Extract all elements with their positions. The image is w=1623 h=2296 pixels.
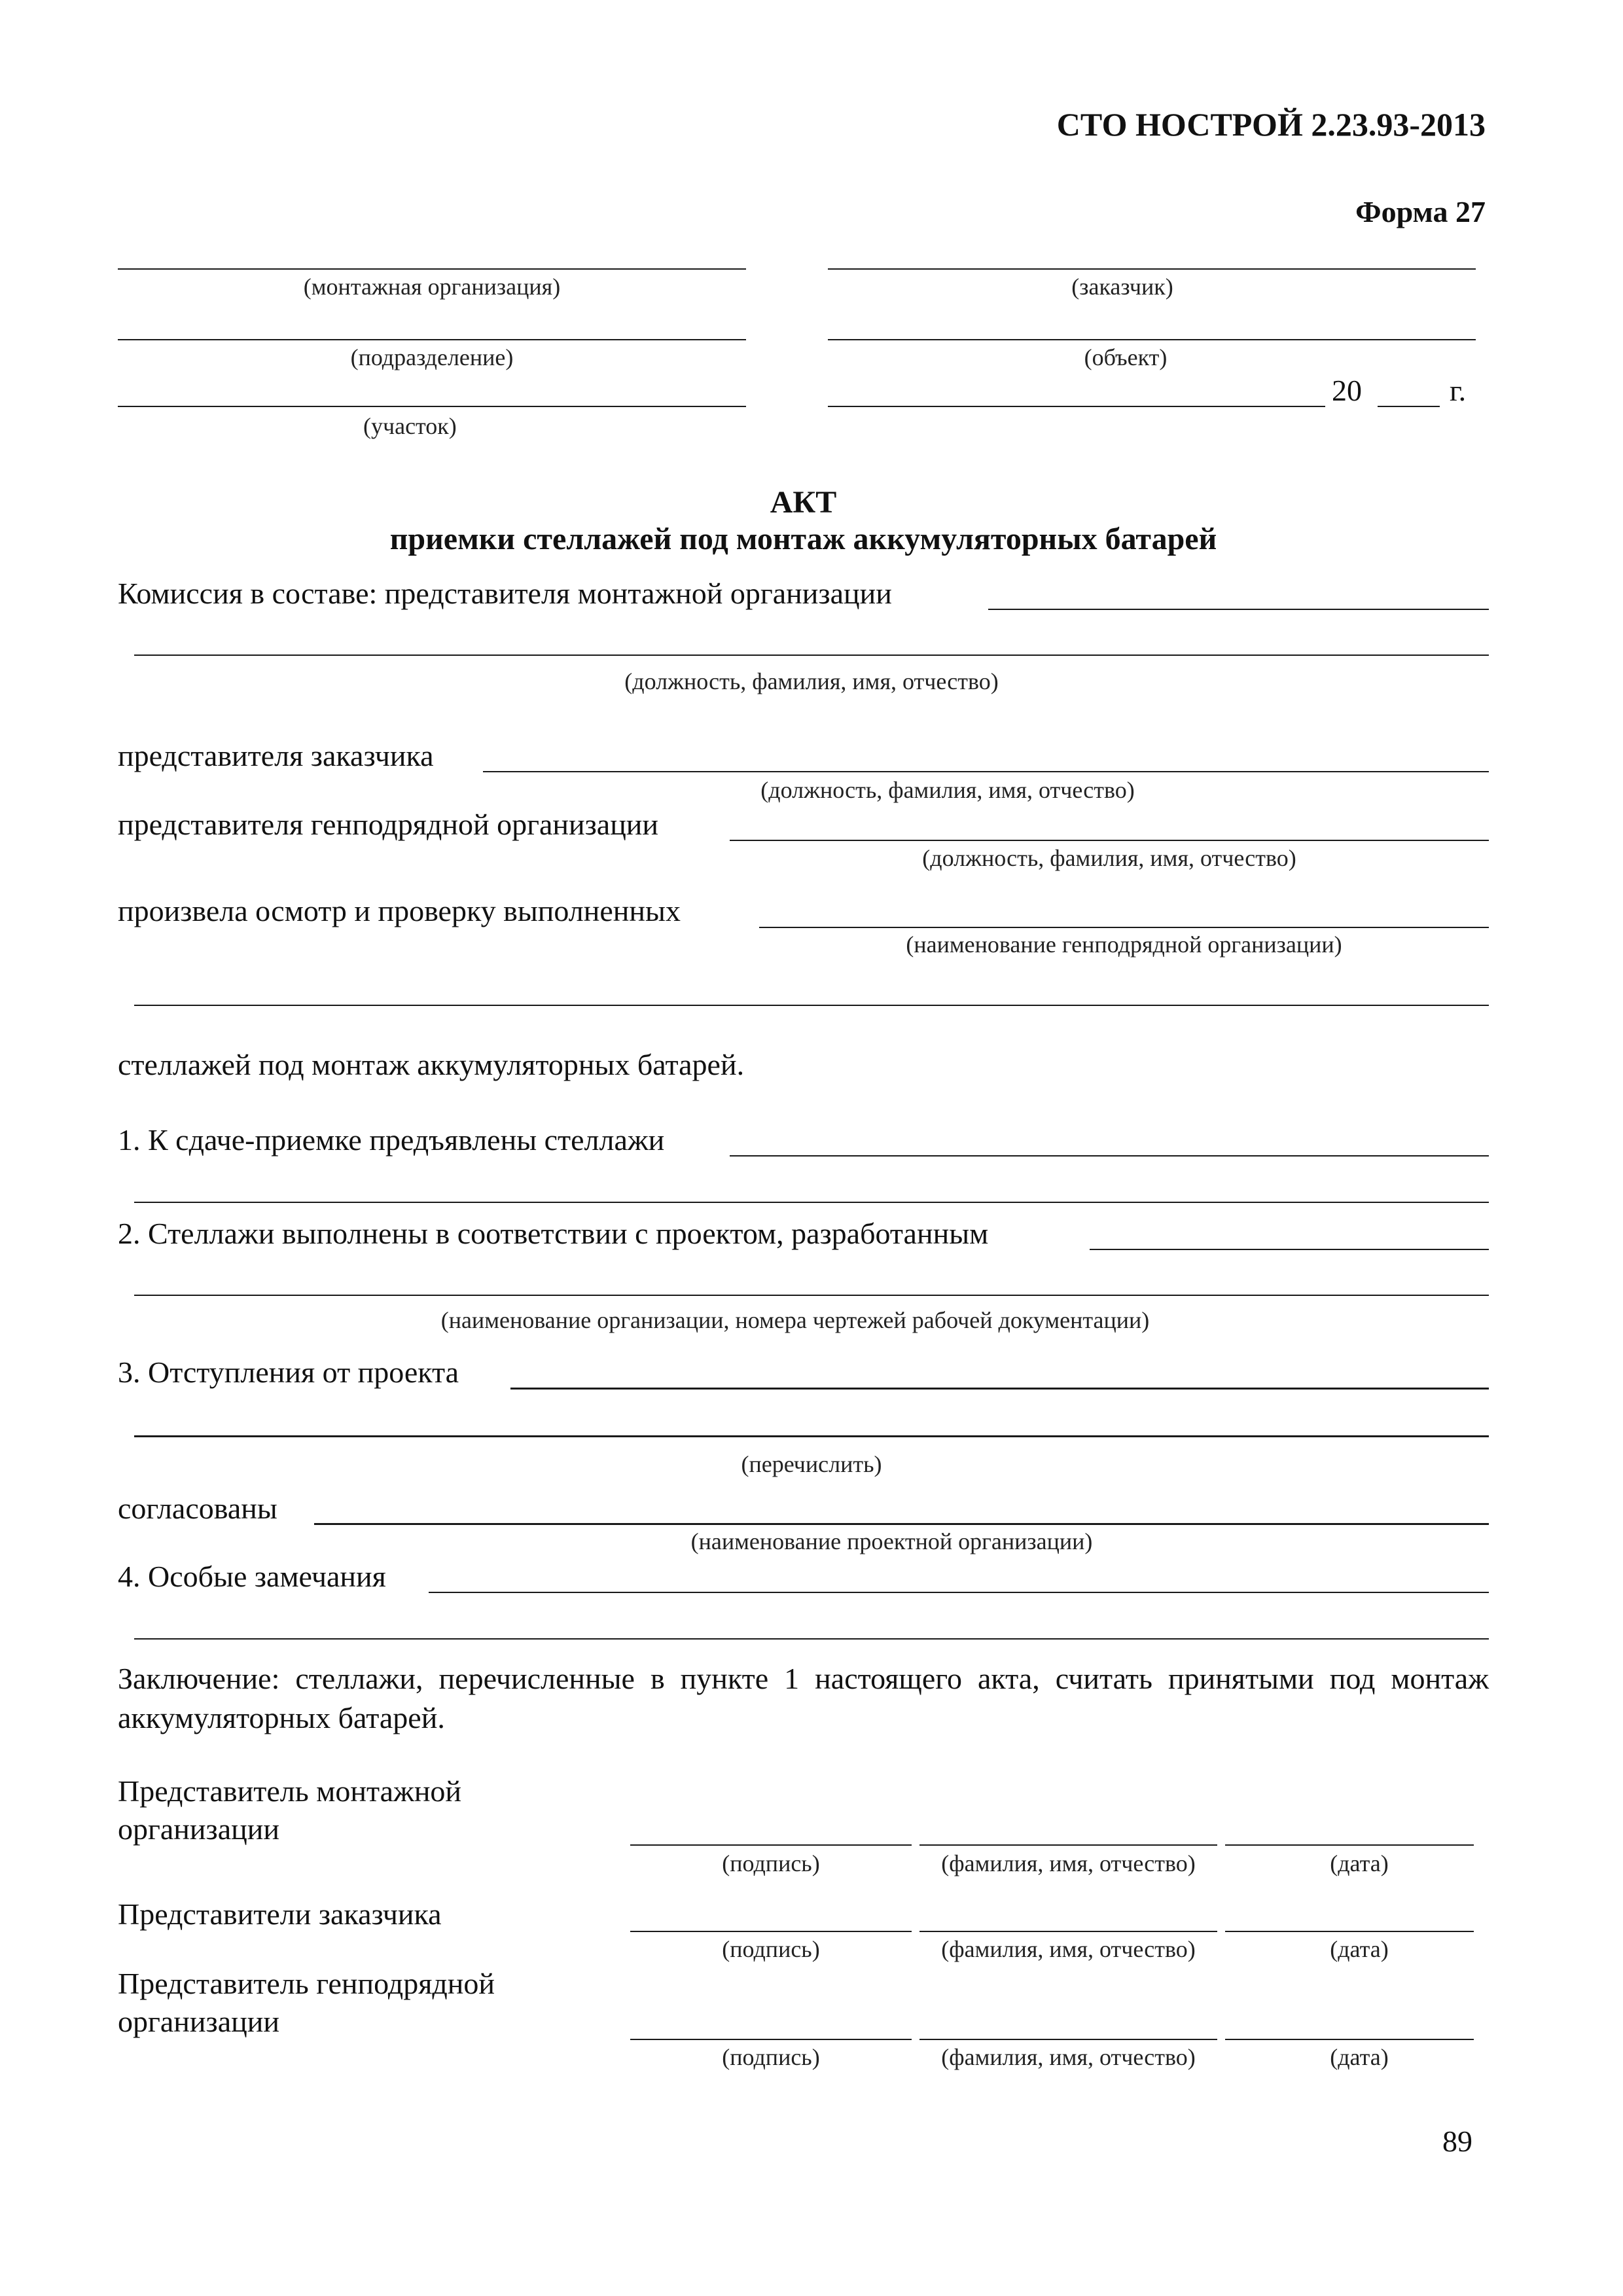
installer-sign-label-2: организации [118,1812,279,1846]
customer-name-caption: (фамилия, имя, отчество) [941,1936,1196,1962]
general-contractor-date-field[interactable] [1225,2039,1474,2040]
general-contractor-name-caption: (фамилия, имя, отчество) [941,2044,1196,2070]
customer-field[interactable] [828,268,1476,270]
general-contractor-rep-field[interactable] [730,840,1489,841]
general-contractor-signature-field[interactable] [630,2039,912,2040]
item1-label: 1. К сдаче-приемке предъявлены стеллажи [118,1123,665,1157]
date-year-field[interactable] [1378,406,1440,407]
inspection-field-2[interactable] [134,1005,1489,1006]
act-subtitle: приемки стеллажей под монтаж аккумуляторных батарей [389,522,1217,556]
item4-field-2[interactable] [134,1638,1489,1640]
customer-rep-caption: (должность, фамилия, имя, отчество) [760,777,1135,803]
agreed-label: согласованы [118,1492,277,1525]
installer-rep-field-2[interactable] [134,655,1489,656]
customer-name-field[interactable] [919,1931,1217,1932]
inspection-field[interactable] [759,927,1489,928]
installer-name-caption: (фамилия, имя, отчество) [941,1850,1196,1876]
installer-org-caption: (монтажная организация) [303,274,561,300]
customer-signature-field[interactable] [630,1931,912,1932]
object-field[interactable] [828,339,1476,340]
item2-caption: (наименование организации, номера чертежей рабочей документации) [440,1307,1150,1333]
item1-field-2[interactable] [134,1202,1489,1203]
installer-rep-field[interactable] [988,609,1489,610]
section-field[interactable] [118,406,746,407]
customer-caption: (заказчик) [1071,274,1173,300]
inspection-label: произвела осмотр и проверку выполненных [118,894,681,927]
installer-signature-caption: (подпись) [722,1850,820,1876]
installer-sign-label: Представитель монтажной [118,1774,462,1808]
general-contractor-name-field[interactable] [919,2039,1217,2040]
general-contractor-rep-caption: (должность, фамилия, имя, отчество) [922,845,1296,871]
date-suffix: г. [1450,374,1467,407]
inspection-caption: (наименование генподрядной организации) [906,931,1342,958]
item3-caption: (перечислить) [741,1451,882,1477]
conclusion-text: Заключение: стеллажи, перечисленные в пункте 1 настоящего акта, считать принятыми под монтаж аккумуляторных батарей. [118,1662,1489,1734]
date-day-month-field[interactable] [828,406,1325,407]
section-caption: (участок) [363,413,457,439]
installer-rep-caption: (должность, фамилия, имя, отчество) [624,668,999,694]
act-title: АКТ [770,485,837,520]
customer-sign-label: Представители заказчика [118,1897,442,1931]
item3-label: 3. Отступления от проекта [118,1355,459,1389]
installer-signature-field[interactable] [630,1844,912,1846]
customer-date-field[interactable] [1225,1931,1474,1932]
date-prefix: 20 [1332,374,1362,407]
subdivision-caption: (подразделение) [350,344,514,370]
general-contractor-sign-label-2: организации [118,2005,279,2038]
customer-rep-label: представителя заказчика [118,739,434,772]
item3-field[interactable] [510,1388,1489,1390]
item2-field-2[interactable] [134,1295,1489,1296]
agreed-caption: (наименование проектной организации) [690,1528,1093,1554]
general-contractor-sign-label: Представитель генподрядной [118,1967,495,2000]
inspection-subject: стеллажей под монтаж аккумуляторных батарей. [118,1048,745,1081]
agreed-field[interactable] [314,1523,1489,1525]
item4-field[interactable] [429,1592,1489,1593]
general-contractor-rep-label: представителя генподрядной организации [118,808,659,841]
general-contractor-date-caption: (дата) [1330,2044,1389,2070]
standard-code: СТО НОСТРОЙ 2.23.93-2013 [1056,106,1486,143]
item3-field-2[interactable] [134,1435,1489,1437]
commission-intro: Комиссия в составе: представителя монтажной организации [118,577,892,610]
customer-signature-caption: (подпись) [722,1936,820,1962]
item1-field[interactable] [730,1155,1489,1157]
general-contractor-signature-caption: (подпись) [722,2044,820,2070]
form-number: Форма 27 [1355,195,1486,228]
installer-date-caption: (дата) [1330,1850,1389,1876]
installer-name-field[interactable] [919,1844,1217,1846]
item4-label: 4. Особые замечания [118,1560,386,1593]
customer-date-caption: (дата) [1330,1936,1389,1962]
installer-org-field[interactable] [118,268,746,270]
customer-rep-field[interactable] [483,771,1489,772]
object-caption: (объект) [1084,344,1168,370]
item2-label: 2. Стеллажи выполнены в соответствии с проектом, разработанным [118,1217,989,1250]
subdivision-field[interactable] [118,339,746,340]
page-number: 89 [1442,2125,1472,2158]
item2-field[interactable] [1090,1249,1489,1250]
installer-date-field[interactable] [1225,1844,1474,1846]
